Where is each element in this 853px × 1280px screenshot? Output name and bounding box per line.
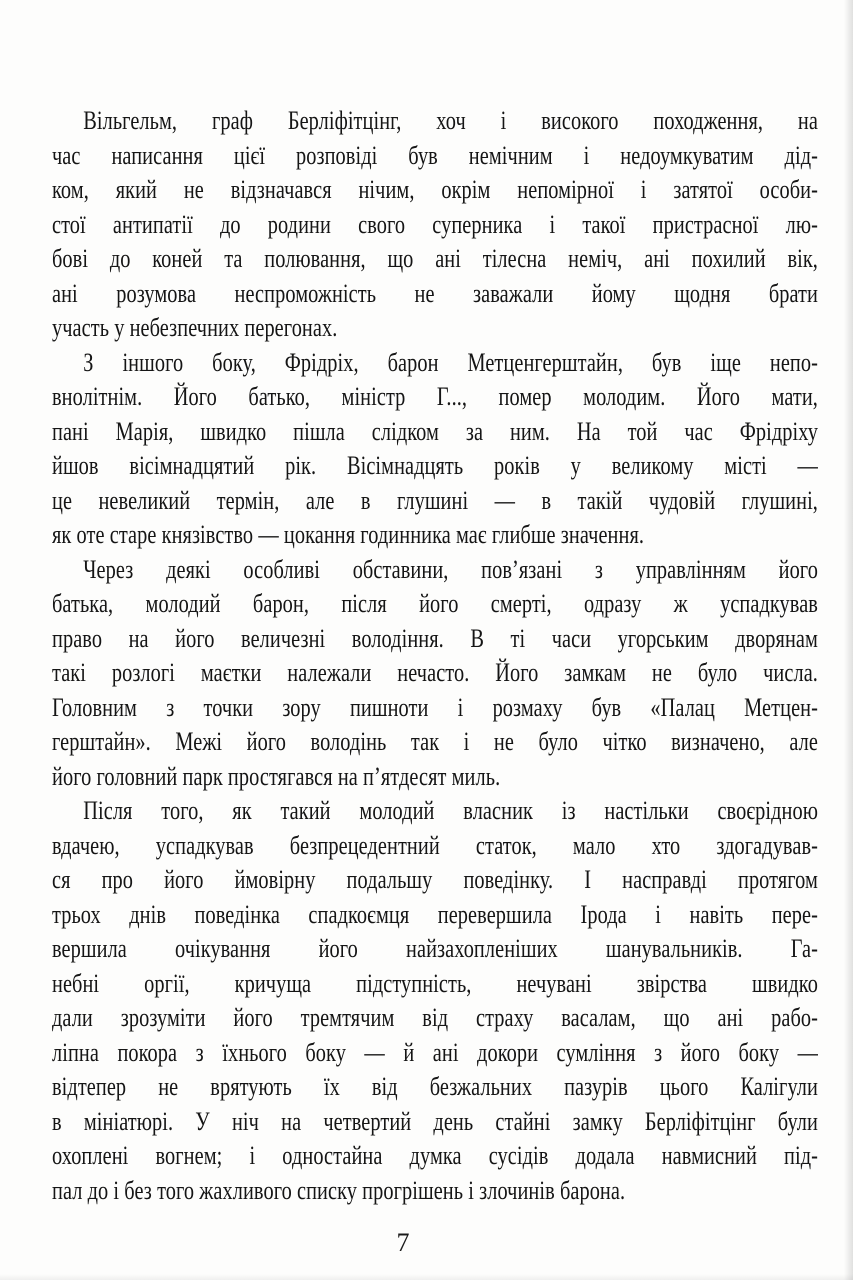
- text-line: як оте старе князівство — цокання годинника має глибше значення.: [52, 520, 645, 549]
- text-line: Через деякі особливі обставини, пов’язані з управлінням його: [83, 554, 818, 584]
- scan-edge-shadow-right: [844, 0, 853, 1280]
- page-number: 7: [396, 1228, 410, 1257]
- text-line: небні оргії, кричуща підступність, нечувані звірства швидко: [52, 968, 818, 998]
- text-line: стої антипатії до родини свого суперника і такої пристрасної лю-: [52, 209, 818, 239]
- text-line: З іншого боку, Фрідріх, барон Метценгерштайн, був іще непо-: [83, 347, 818, 377]
- text-line: батька, молодий барон, після його смерті, одразу ж успадкував: [52, 589, 818, 618]
- text-line: ані розумова неспроможність не заважали йому щодня брати: [52, 278, 818, 308]
- paragraphs: [52, 104, 818, 1208]
- text-line: його головний парк простягався на п’ятдесят миль.: [52, 761, 501, 791]
- text-line: право на його величезні володіння. В ті часи угорським дворянам: [52, 623, 818, 653]
- paragraph: [52, 794, 818, 1208]
- text-line: час написання цієї розповіді був немічним і недоумкуватим дід-: [52, 140, 818, 170]
- text-line: бові до коней та полювання, що ані тілесна неміч, ані похилий вік,: [52, 244, 818, 273]
- text-line: йшов вісімнадцятий рік. Вісімнадцять років у великому місті —: [52, 451, 818, 480]
- text-line: такі розлогі маєтки належали нечасто. Його замкам не було числа.: [52, 658, 818, 687]
- text-line: вдачею, успадкував безпрецедентний статок, мало хто здогадував-: [52, 830, 818, 860]
- paragraph: [52, 553, 818, 795]
- text-line: відтепер не врятують їх від безжальних пазурів цього Калігули: [52, 1072, 818, 1101]
- paragraph: [52, 346, 818, 553]
- text-line: Після того, як такий молодий власник із настільки своєрідною: [83, 796, 818, 825]
- text-line: трьох днів поведінка спадкоємця перевершила Ірода і навіть пере-: [52, 899, 818, 929]
- text-line: ліпна покора з їхнього боку — й ані докори сумління з його боку —: [52, 1037, 818, 1067]
- text-line: це невеликий термін, але в глушині — в такій чудовій глушині,: [52, 485, 818, 515]
- text-line: Головним з точки зору пишноти і розмаху був «Палац Метцен-: [52, 692, 818, 722]
- text-line: ком, який не відзначався нічим, окрім непомірної і затятої особи-: [52, 175, 818, 204]
- text-line: вершила очікування його найзахопленіших шанувальників. Га-: [52, 934, 818, 963]
- text-line: дали зрозуміти його тремтячим від страху васалам, що ані рабо-: [52, 1003, 818, 1032]
- text-line: охоплені вогнем; і одностайна думка сусідів додала навмисний під-: [52, 1141, 818, 1170]
- text-line: участь у небезпечних перегонах.: [52, 313, 338, 342]
- scan-edge-shadow-bottom: [0, 1274, 853, 1280]
- text-line: ся про його ймовірну подальшу поведінку. І насправді протягом: [52, 865, 818, 894]
- text-line: пал до і без того жахливого списку прогрішень і злочинів барона.: [52, 1175, 626, 1205]
- text-line: в мініатюрі. У ніч на четвертий день стайні замку Берліфітцінг були: [52, 1106, 818, 1136]
- paragraph: [52, 104, 818, 346]
- text-line: герштайн». Межі його володінь так і не було чітко визначено, але: [52, 727, 818, 756]
- text-line: пані Марія, швидко пішла слідком за ним. На той час Фрідріху: [52, 416, 818, 446]
- text-column: [52, 104, 818, 1208]
- text-line: внолітнім. Його батько, міністр Г..., помер молодим. Його мати,: [52, 382, 818, 411]
- text-line: Вільгельм, граф Берліфітцінг, хоч і високого походження, на: [83, 106, 818, 135]
